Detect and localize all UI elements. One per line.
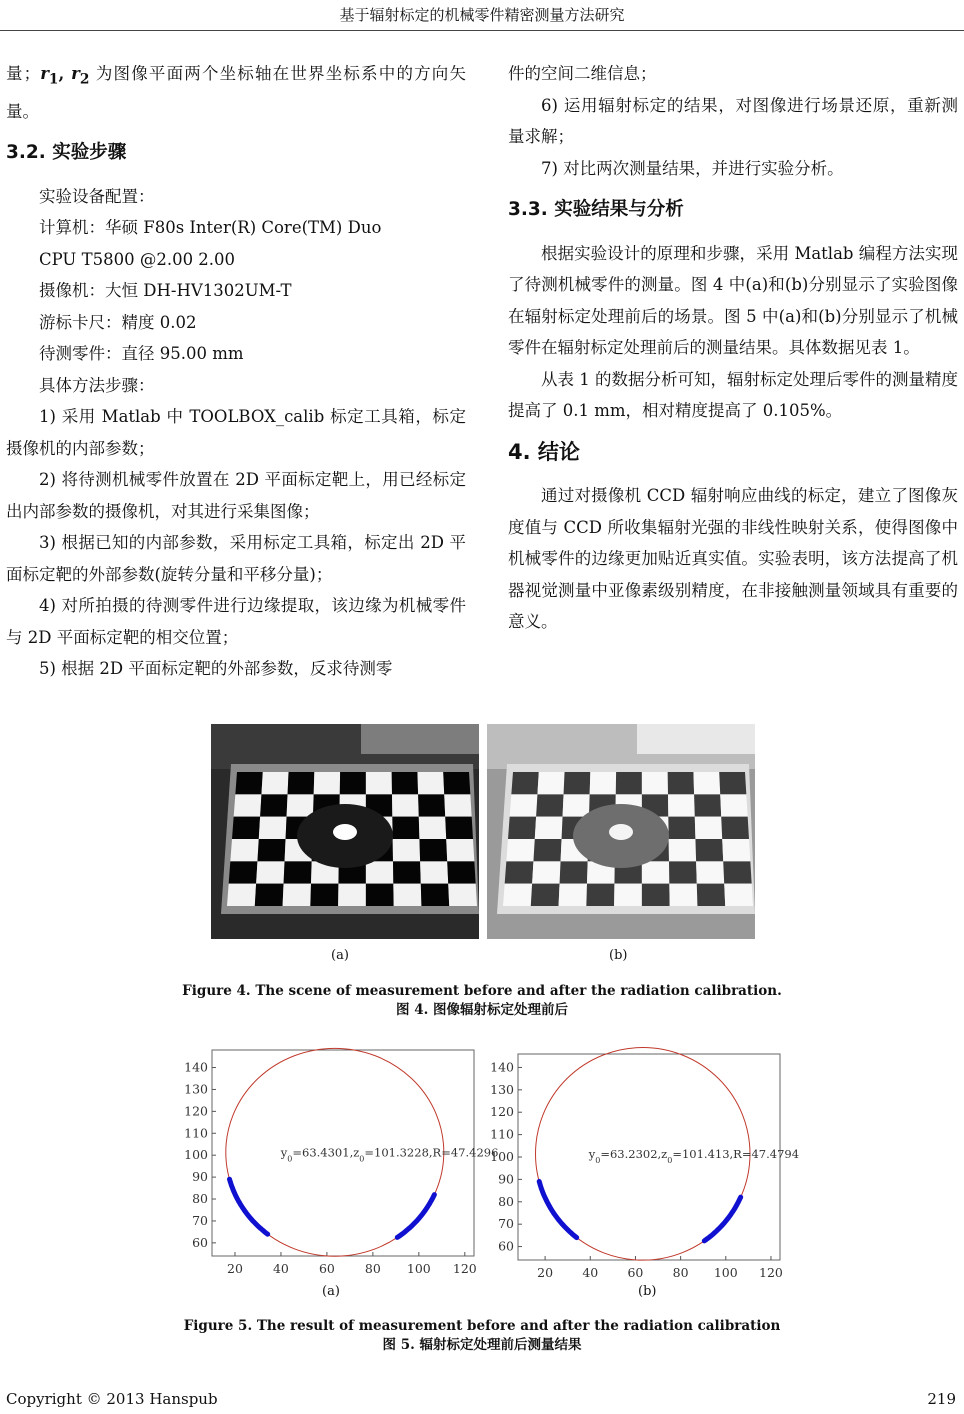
equipment-cpu: CPU T5800 @2.00 2.00 xyxy=(39,249,236,269)
x-tick-label: 80 xyxy=(364,1261,381,1276)
checkerboard-square xyxy=(720,794,747,816)
checkerboard-square xyxy=(642,861,669,883)
conclusion-paragraph: 通过对摄像机 CCD 辐射响应曲线的标定，建立了图像灰度值与 CCD 所收集辐射光强的非线性映射关系，使得图像中机械零件的边缘更加贴近真实值。实验表明，该方法提高了机器视觉测量中亚像素级别精度，在非接触测量领域具有重要的意义。 xyxy=(508,486,958,631)
checkerboard-square xyxy=(559,884,587,906)
x-tick-label: 60 xyxy=(318,1261,335,1276)
checkerboard-square xyxy=(446,839,474,861)
running-header: 基于辐射标定的机械零件精密测量方法研究 xyxy=(339,6,625,24)
step-2: 2) 将待测机械零件放置在 2D 平面标定靶上，用已经标定出内部参数的摄像机，对其进行采集图像； xyxy=(6,470,466,521)
step-3: 3) 根据已知的内部参数，采用标定工具箱，标定出 2D 平面标定靶的外部参数(旋转分量和平移分量)； xyxy=(6,533,466,584)
checkerboard-square xyxy=(366,861,393,883)
y-tick-label: 130 xyxy=(490,1081,514,1097)
checkerboard-square xyxy=(232,817,260,839)
checkerboard-square xyxy=(288,772,315,794)
checkerboard-square xyxy=(417,772,444,794)
checkerboard-square xyxy=(511,772,538,794)
checkerboard-square xyxy=(695,817,722,839)
checkerboard-square xyxy=(392,772,418,794)
checkerboard-square xyxy=(533,839,561,861)
checkerboard-square xyxy=(340,772,366,794)
checkerboard-square xyxy=(697,884,725,906)
checkerboard-square xyxy=(260,794,287,816)
results-paragraph-2: 从表 1 的数据分析可知，辐射标定处理后零件的测量精度提高了 0.1 mm，相对精度提高了 0.105%。 xyxy=(508,369,958,420)
section-heading-3-3: 3.3. 实验结果与分析 xyxy=(508,199,684,220)
checkerboard-square xyxy=(418,794,445,816)
checkerboard-square xyxy=(722,839,750,861)
checkerboard-square xyxy=(420,861,448,883)
equipment-camera: 摄像机：大恒 DH-HV1302UM-T xyxy=(39,281,292,301)
checkerboard-square xyxy=(234,794,262,816)
checkerboard-square xyxy=(447,861,475,883)
step-5: 5) 根据 2D 平面标定靶的外部参数，反求待测零 xyxy=(39,659,393,679)
y-tick-label: 80 xyxy=(498,1193,514,1209)
checkerboard-square xyxy=(531,884,560,906)
figure5-plot-a xyxy=(178,1046,499,1280)
checkerboard-square xyxy=(505,861,534,883)
checkerboard-square xyxy=(235,772,262,794)
checkerboard-square xyxy=(537,772,564,794)
checkerboard-square xyxy=(314,772,340,794)
equipment-title: 实验设备配置： xyxy=(39,186,155,206)
checkerboard-square xyxy=(506,839,534,861)
checkerboard-square xyxy=(669,861,697,883)
checkerboard-square xyxy=(535,817,563,839)
y-tick-label: 90 xyxy=(192,1169,208,1185)
x-tick-label: 120 xyxy=(759,1265,783,1280)
checkerboard-square xyxy=(393,884,421,906)
checkerboard-square xyxy=(392,817,419,839)
checkerboard-square xyxy=(614,884,642,906)
steps-title: 具体方法步骤： xyxy=(39,375,155,395)
checkerboard-square xyxy=(590,772,616,794)
checkerboard-square xyxy=(287,794,314,816)
checkerboard-square xyxy=(719,772,746,794)
figure5-plot-b xyxy=(484,1050,800,1284)
checkerboard-square xyxy=(448,884,477,906)
checkerboard-square xyxy=(444,794,471,816)
y-tick-label: 80 xyxy=(192,1191,208,1207)
checkerboard-square xyxy=(536,794,563,816)
equipment-caliper: 游标卡尺：精度 0.02 xyxy=(39,312,197,332)
x-tick-label: 100 xyxy=(713,1265,738,1280)
x-tick-label: 120 xyxy=(452,1261,477,1276)
y-tick-label: 140 xyxy=(184,1059,208,1075)
header-rule xyxy=(0,30,964,31)
continuation-text: 件的空间二维信息； xyxy=(508,64,657,83)
section-heading-3-2: 3.2. 实验步骤 xyxy=(6,142,127,164)
checkerboard-square xyxy=(229,861,258,883)
step-1: 1) 采用 Matlab 中 TOOLBOX_calib 标定工具箱，标定摄像机的内部参数； xyxy=(6,407,466,458)
step-7: 7) 对比两次测量结果，并进行实验分析。 xyxy=(541,158,844,178)
checkerboard-square xyxy=(259,817,287,839)
figure5-label-a: (a) xyxy=(322,1284,340,1299)
figure4-label-b: (b) xyxy=(609,948,628,963)
checkerboard-square xyxy=(230,839,258,861)
x-tick-label: 20 xyxy=(227,1261,243,1276)
checkerboard-square xyxy=(393,861,421,883)
checkerboard-square xyxy=(283,884,311,906)
y-tick-label: 130 xyxy=(184,1081,208,1097)
y-tick-label: 120 xyxy=(490,1104,514,1120)
y-tick-label: 60 xyxy=(192,1234,208,1250)
checkerboard-square xyxy=(532,861,560,883)
checkerboard-square xyxy=(366,884,394,906)
checkerboard-square xyxy=(616,772,642,794)
section-heading-4: 4. 结论 xyxy=(508,439,580,464)
y-tick-label: 90 xyxy=(498,1171,514,1187)
checkerboard-square xyxy=(694,794,721,816)
checkerboard-square xyxy=(310,884,338,906)
x-tick-label: 40 xyxy=(272,1261,289,1276)
checkerboard-square xyxy=(392,794,419,816)
footer-page-number: 219 xyxy=(927,1390,956,1408)
figure4-photo-b xyxy=(487,724,755,939)
checkerboard-square xyxy=(560,861,588,883)
y-tick-label: 140 xyxy=(490,1059,514,1075)
y-tick-label: 100 xyxy=(490,1149,514,1164)
checkerboard-square xyxy=(669,839,696,861)
y-tick-label: 100 xyxy=(184,1147,208,1163)
checkerboard-square xyxy=(693,772,720,794)
checkerboard-square xyxy=(563,794,590,816)
y-tick-label: 110 xyxy=(184,1125,208,1141)
intro-paragraph: 量；$r_1$, $r_2$ 为图像平面两个坐标轴在世界坐标系中的方向矢量。 xyxy=(6,64,466,121)
left-column xyxy=(6,58,466,685)
checkerboard-square xyxy=(443,772,470,794)
figure4-caption-zh: 图 4. 图像辐射标定处理前后 xyxy=(396,1002,568,1018)
y-tick-label: 60 xyxy=(498,1238,514,1254)
checkerboard-square xyxy=(227,884,256,906)
figure4-label-a: (a) xyxy=(331,948,349,963)
checkerboard-square xyxy=(723,861,751,883)
x-tick-label: 100 xyxy=(406,1261,431,1276)
checkerboard-square xyxy=(421,884,449,906)
equipment-part: 待测零件：直径 95.00 mm xyxy=(39,344,244,364)
checkerboard-square xyxy=(419,817,446,839)
figure5-caption-zh: 图 5. 辐射标定处理前后测量结果 xyxy=(382,1337,582,1353)
checkerboard-square xyxy=(669,884,697,906)
checkerboard-square xyxy=(503,884,532,906)
fit-annotation: $y_0=63.2302,z_0=101.413,R=47.4794$ xyxy=(588,1146,800,1165)
x-tick-label: 80 xyxy=(672,1265,689,1280)
checkerboard-square xyxy=(696,861,724,883)
checkerboard-square xyxy=(668,817,695,839)
step-4: 4) 对所拍摄的待测零件进行边缘提取，该边缘为机械零件与 2D 平面标定靶的相交位置； xyxy=(6,596,466,647)
x-tick-label: 40 xyxy=(582,1265,599,1280)
checkerboard-square xyxy=(668,794,695,816)
checkerboard-square xyxy=(668,772,694,794)
x-tick-label: 60 xyxy=(627,1265,644,1280)
checkerboard-square xyxy=(695,839,723,861)
checkerboard-square xyxy=(721,817,749,839)
checkerboard-square xyxy=(256,861,284,883)
results-paragraph-1: 根据实验设计的原理和步骤，采用 Matlab 编程方法实现了待测机械零件的测量。图 4 中(a)和(b)分别显示了实验图像在辐射标定处理前后的场景。图 5 中(a)和(b)分别显示了机械零件在辐射标定处理前后的测量结果。具体数据见表 1。 xyxy=(508,243,958,357)
equipment-computer: 计算机：华硕 F80s Inter(R) Core(TM) Duo xyxy=(39,218,382,238)
figure4-caption-en: Figure 4. The scene of measurement before and after the radiation calibration. xyxy=(182,983,782,999)
figure5-label-b: (b) xyxy=(638,1284,657,1299)
checkerboard-square xyxy=(284,861,312,883)
x-tick-label: 20 xyxy=(537,1265,554,1280)
y-tick-label: 70 xyxy=(192,1212,208,1228)
step-6: 6) 运用辐射标定的结果，对图像进行场景还原，重新测量求解； xyxy=(508,95,958,146)
checkerboard-square xyxy=(508,817,536,839)
checkerboard-square xyxy=(445,817,473,839)
checkerboard-square xyxy=(255,884,284,906)
fit-annotation: $y_0=63.4301,z_0=101.3228,R=47.4296$ xyxy=(280,1145,499,1163)
checkerboard-square xyxy=(393,839,420,861)
footer-copyright: Copyright © 2013 Hanspub xyxy=(6,1390,218,1408)
checkerboard-square xyxy=(642,884,670,906)
checkerboard-square xyxy=(366,772,392,794)
figure5-caption-en: Figure 5. The result of measurement before and after the radiation calibration xyxy=(183,1318,781,1334)
y-tick-label: 70 xyxy=(498,1216,514,1232)
checkerboard-square xyxy=(564,772,591,794)
checkerboard-square xyxy=(338,884,366,906)
figure4-photo-a xyxy=(211,724,479,939)
checkerboard-square xyxy=(257,839,285,861)
y-tick-label: 120 xyxy=(184,1103,208,1119)
checkerboard-square xyxy=(724,884,753,906)
right-column xyxy=(508,58,958,638)
checkerboard-square xyxy=(642,772,668,794)
checkerboard-square xyxy=(586,884,614,906)
checkerboard-square xyxy=(510,794,538,816)
y-tick-label: 110 xyxy=(490,1126,514,1142)
checkerboard-square xyxy=(261,772,288,794)
checkerboard-square xyxy=(419,839,447,861)
